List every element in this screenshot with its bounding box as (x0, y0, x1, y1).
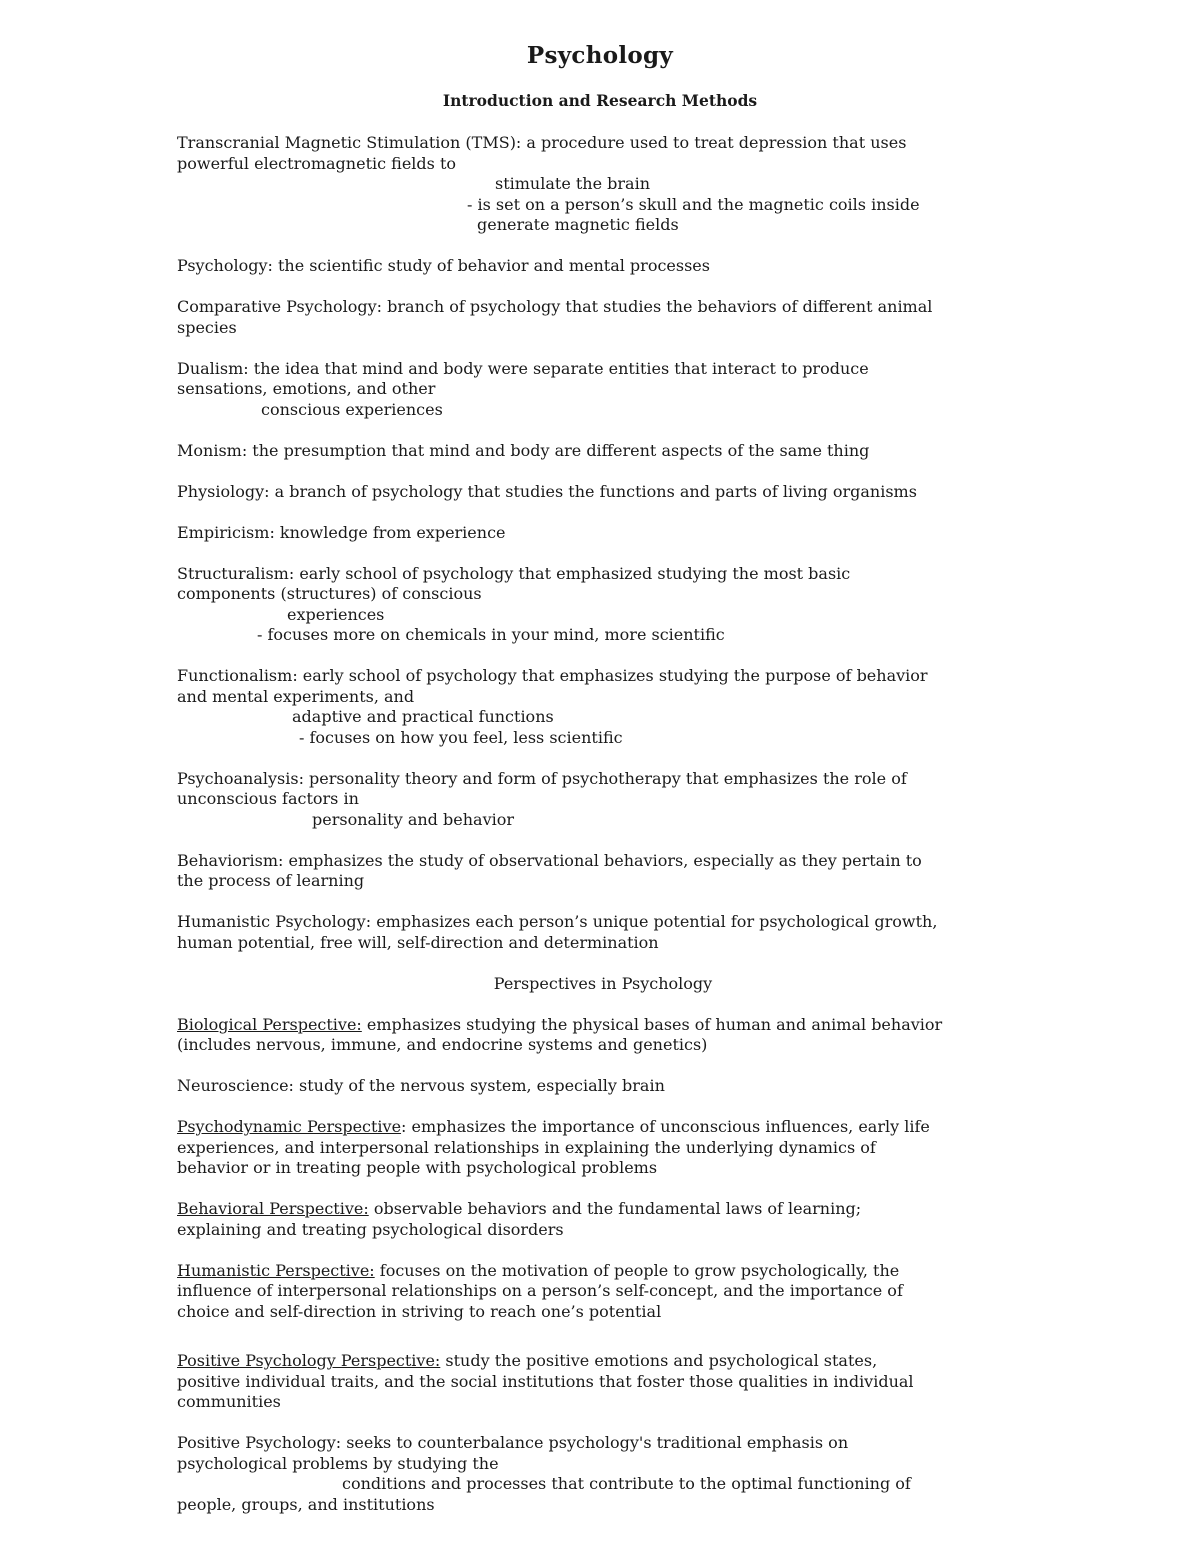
entry-dualism (177, 359, 1029, 421)
text-line: Transcranial Magnetic Stimulation (TMS): a procedure used to treat depression that uses (177, 133, 907, 152)
text-line: (includes nervous, immune, and endocrine systems and genetics) (177, 1035, 708, 1054)
definition-text: : emphasizes the importance of unconscious influences, early life (401, 1117, 930, 1136)
text-line (177, 1015, 1029, 1036)
term-label: Psychodynamic Perspective (177, 1117, 402, 1136)
text-line: generate magnetic fields (477, 215, 679, 234)
term-label: Humanistic Perspective: (177, 1260, 375, 1280)
text-line: - focuses on how you feel, less scientific (299, 727, 623, 747)
entry-psychodynamic-perspective (177, 1117, 1029, 1179)
text-line: - focuses more on chemicals in your mind, more scientific (257, 625, 725, 644)
text-line: Structuralism: early school of psychology that emphasized studying the most basic (177, 563, 851, 583)
definition-text: observable behaviors and the fundamental laws of learning; (368, 1199, 862, 1218)
text-line: conscious experiences (261, 399, 443, 419)
text-line: components (structures) of conscious (177, 584, 482, 603)
entry-functionalism (177, 666, 1029, 748)
text-line: species (177, 317, 237, 337)
term-label: Positive Psychology Perspective: (177, 1351, 441, 1370)
text-line (177, 1199, 1029, 1220)
entry-biological-perspective (177, 1015, 1029, 1056)
text-line: Behaviorism: emphasizes the study of observational behaviors, especially as they pertain to (177, 850, 922, 870)
text-line: sensations, emotions, and other (177, 379, 436, 398)
definition-text: emphasizes studying the physical bases of human and animal behavior (361, 1014, 943, 1034)
text-line: Psychoanalysis: personality theory and form of psychotherapy that emphasizes the role of (177, 768, 907, 788)
entry-comparative-psychology (177, 297, 1029, 338)
text-line: powerful electromagnetic fields to (177, 153, 457, 173)
text-line: experiences (287, 604, 385, 624)
entry-monism: Monism: the presumption that mind and body are different aspects of the same thing (177, 440, 870, 460)
entry-behavioral-perspective (177, 1199, 1029, 1240)
text-line: Positive Psychology: seeks to counterbalance psychology's traditional emphasis on (177, 1433, 849, 1452)
section-heading-perspectives: Perspectives in Psychology (493, 973, 713, 993)
text-line: communities (177, 1392, 281, 1411)
entry-neuroscience: Neuroscience: study of the nervous system, especially brain (177, 1076, 665, 1095)
term-label: Biological Perspective: (177, 1014, 362, 1034)
text-line: Humanistic Psychology: emphasizes each person’s unique potential for psychological growth, (177, 912, 938, 931)
text-line (177, 1351, 1029, 1372)
text-line: human potential, free will, self-direction and determination (177, 932, 659, 952)
text-line: positive individual traits, and the social institutions that foster those qualities in individual (177, 1371, 914, 1391)
text-line (177, 1261, 1029, 1282)
entry-humanistic-psychology (177, 912, 1029, 953)
entry-positive-psychology (177, 1433, 1029, 1515)
text-line: choice and self-direction in striving to reach one’s potential (177, 1301, 662, 1321)
entry-behaviorism (177, 851, 1029, 892)
text-line: unconscious factors in (177, 789, 359, 808)
text-line: conditions and processes that contribute to the optimal functioning of (342, 1474, 911, 1493)
text-line (177, 1117, 1029, 1138)
entry-physiology: Physiology: a branch of psychology that studies the functions and parts of living organisms (177, 481, 917, 501)
text-line: and mental experiments, and (177, 686, 415, 706)
entry-tms (177, 133, 1029, 236)
definition-text: study the positive emotions and psychological states, (440, 1351, 878, 1370)
entry-psychology: Psychology: the scientific study of behavior and mental processes (177, 256, 710, 275)
text-line: influence of interpersonal relationships on a person’s self-concept, and the importance of (177, 1281, 903, 1300)
definition-text: focuses on the motivation of people to grow psychologically, the (374, 1260, 900, 1280)
text-line: people, groups, and institutions (177, 1494, 435, 1514)
term-label: Behavioral Perspective: (177, 1199, 369, 1218)
entry-structuralism (177, 564, 1029, 646)
page-title: Psychology (526, 42, 674, 69)
text-line: behavior or in treating people with psychological problems (177, 1158, 658, 1177)
text-line: the process of learning (177, 871, 365, 890)
text-line: psychological problems by studying the (177, 1453, 499, 1473)
text-line: personality and behavior (312, 809, 514, 829)
text-line: stimulate the brain (495, 174, 651, 193)
document-body (177, 133, 1029, 1515)
text-line: explaining and treating psychological disorders (177, 1219, 564, 1239)
entry-humanistic-perspective (177, 1261, 1029, 1323)
text-line: adaptive and practical functions (292, 707, 554, 726)
text-line: Functionalism: early school of psychology that emphasizes studying the purpose of behavior (177, 666, 928, 685)
text-line: experiences, and interpersonal relationships in explaining the underlying dynamics of (177, 1137, 876, 1157)
text-line: - is set on a person’s skull and the magnetic coils inside (467, 194, 920, 214)
text-line: Dualism: the idea that mind and body were separate entities that interact to produce (177, 358, 869, 378)
page-subtitle: Introduction and Research Methods (442, 91, 758, 110)
text-line: Comparative Psychology: branch of psychology that studies the behaviors of different animal (177, 297, 933, 316)
entry-empiricism: Empiricism: knowledge from experience (177, 522, 506, 542)
entry-positive-psychology-perspective (177, 1351, 1029, 1413)
entry-psychoanalysis (177, 769, 1029, 831)
